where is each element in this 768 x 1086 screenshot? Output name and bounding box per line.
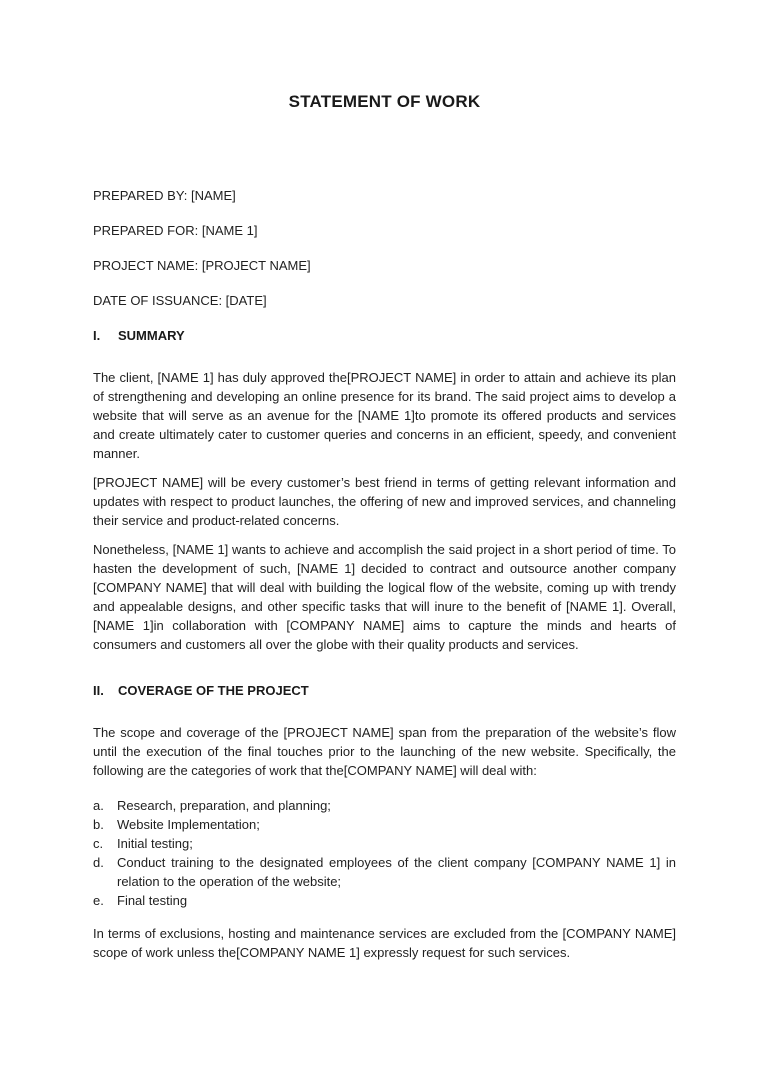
list-item <box>93 891 676 910</box>
list-item-text: Research, preparation, and planning; <box>117 798 331 813</box>
summary-paragraph-1: The client, [NAME 1] has duly approved the[PROJECT NAME] in order to attain and achieve its plan of strengthening and developing an online presence for its brand. The said project aims to develop a website that will serve as an avenue for the [NAME 1]to promote its offered products and services and create ultimately cater to customer queries and concerns in an efficient, speedy, and convenient manner. <box>93 370 676 461</box>
list-item <box>93 853 676 891</box>
list-item-marker: e. <box>93 893 104 908</box>
document-title: STATEMENT OF WORK <box>288 92 481 111</box>
list-item-marker: d. <box>93 855 104 870</box>
meta-prepared-for: PREPARED FOR: [NAME 1] <box>93 223 258 238</box>
section-coverage-number: II. <box>93 683 104 698</box>
list-item-text: Website Implementation; <box>117 817 260 832</box>
list-item <box>93 796 676 815</box>
section-summary-number: I. <box>93 328 101 343</box>
section-summary-title: SUMMARY <box>118 328 185 343</box>
list-item-text: Conduct training to the designated employees of the client company [COMPANY NAME 1] in relation to the operation of the website; <box>117 855 676 889</box>
meta-prepared-by: PREPARED BY: [NAME] <box>93 188 236 203</box>
list-item-text: Initial testing; <box>117 836 193 851</box>
section-coverage <box>93 681 676 962</box>
coverage-closing-paragraph: In terms of exclusions, hosting and maintenance services are excluded from the [COMPANY NAME] scope of work unless the[COMPANY NAME 1] expressly request for such services. <box>93 926 676 960</box>
section-summary-heading <box>93 326 676 345</box>
meta-project-name: PROJECT NAME: [PROJECT NAME] <box>93 258 311 273</box>
list-item-marker: b. <box>93 817 104 832</box>
document-meta-block <box>93 186 676 310</box>
section-coverage-title: COVERAGE OF THE PROJECT <box>118 683 309 698</box>
coverage-work-list <box>93 796 676 910</box>
coverage-paragraph-1: The scope and coverage of the [PROJECT NAME] span from the preparation of the website’s flow until the execution of the final touches prior to the launching of the new website. Specifically, the following are the categories of work that the[COMPANY NAME] will deal with: <box>93 725 676 778</box>
list-item-marker: c. <box>93 836 104 851</box>
list-item-marker: a. <box>93 798 104 813</box>
list-item <box>93 834 676 853</box>
list-item <box>93 815 676 834</box>
summary-paragraph-2: [PROJECT NAME] will be every customer’s best friend in terms of getting relevant information and updates with respect to product launches, the offering of new and improved services, and channeling their service and product-related concerns. <box>93 475 676 528</box>
list-item-text: Final testing <box>117 893 188 908</box>
section-summary <box>93 326 676 654</box>
summary-paragraph-3: Nonetheless, [NAME 1] wants to achieve and accomplish the said project in a short period of time. To hasten the development of such, [NAME 1] decided to contract and outsource another company [COMPANY NAME] that will deal with building the logical flow of the website, coming up with trendy and appealable designs, and other specific tasks that will inure to the benefit of [NAME 1]. Overall, [NAME 1]in collaboration with [COMPANY NAME] aims to capture the minds and hearts of consumers and customers all over the globe with their quality products and services. <box>93 542 676 652</box>
meta-date-of-issuance: DATE OF ISSUANCE: [DATE] <box>93 293 267 308</box>
section-coverage-heading <box>93 681 676 700</box>
